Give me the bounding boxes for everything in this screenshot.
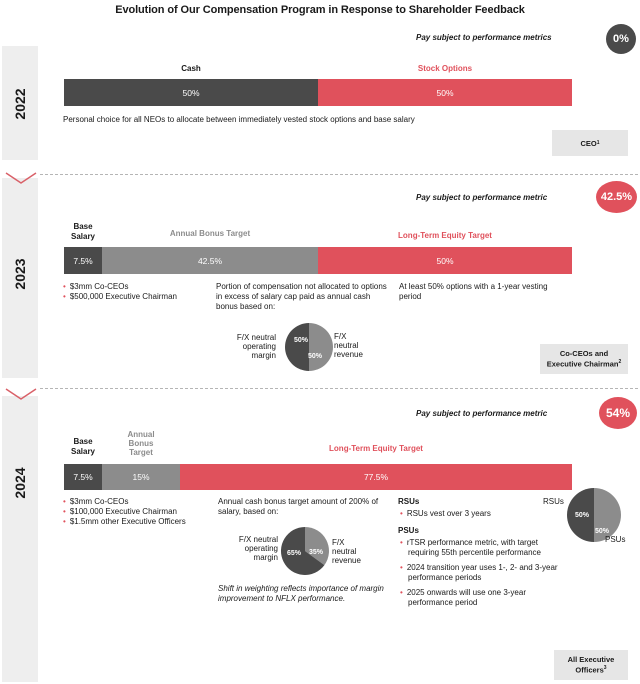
- bullet-2024-2: • $1.5mm other Executive Officers: [63, 517, 186, 527]
- pie-value-a-2024: 65%: [286, 550, 302, 557]
- pie-value-a-2023: 50%: [293, 337, 309, 344]
- section-divider: [40, 174, 638, 175]
- pie-left-label-2024: F/X neutral operating margin: [238, 535, 278, 562]
- pie2-label-psus: PSUs: [605, 535, 626, 544]
- bonus-text-2023: Portion of compensation not allocated to options in excess of salary cap paid as annual cash bonus based on:: [216, 282, 387, 311]
- pie-value-b-2024: 35%: [308, 549, 324, 556]
- bullet-2024-0: • $3mm Co-CEOs: [63, 497, 129, 507]
- pie-chart-2023: [284, 322, 334, 372]
- pct-badge-2024: 54%: [599, 397, 637, 429]
- year-label-2022: 2022: [12, 88, 28, 120]
- tag-ceo: CEO 1: [552, 130, 628, 156]
- label-cash: Cash: [181, 64, 201, 73]
- bullet-2023-0: • $3mm Co-CEOs: [63, 282, 129, 292]
- pct-badge-2022: 0%: [606, 24, 636, 54]
- section-divider: [40, 388, 638, 389]
- ltet-text-2023: At least 50% options with a 1-year vesting period: [399, 282, 548, 301]
- pie-right-label-2023: F/X neutral revenue: [334, 332, 363, 359]
- pie-chart-2024: [280, 526, 330, 576]
- bar-bonus-2024: 15%: [102, 464, 180, 490]
- year-label-2024: 2024: [12, 467, 28, 499]
- pay-note-2024: Pay subject to performance metric: [416, 409, 548, 418]
- bar-cash-2022: 50%: [64, 79, 318, 106]
- note-2022: Personal choice for all NEOs to allocate between immediately vested stock options and base salary: [63, 115, 415, 124]
- psu-bullet-0: • rTSR performance metric, with target requiring 55th percentile performance: [400, 538, 566, 558]
- psu-bullet-2: • 2025 onwards will use one 3-year performance period: [400, 588, 566, 608]
- pie-right-label-2024: F/X neutral revenue: [332, 538, 361, 565]
- rsu-bullet-0: • RSUs vest over 3 years: [400, 509, 491, 519]
- bar-base-2024: 7.5%: [64, 464, 102, 490]
- tag-co-ceos: Co-CEOs and Executive Chairman$^2$: [540, 344, 628, 374]
- pie-left-label-2023: F/X neutral operating margin: [236, 333, 276, 360]
- label-base-salary-2024: Base Salary: [70, 437, 96, 456]
- pie2-label-rsus: RSUs: [543, 497, 564, 506]
- bullet-2024-1: • $100,000 Executive Chairman: [63, 507, 177, 517]
- bar-ltet-2023: 50%: [318, 247, 572, 274]
- psu-bullet-1: • 2024 transition year uses 1-, 2- and 3-year performance periods: [400, 563, 566, 583]
- rsu-heading: RSUs: [398, 497, 420, 506]
- label-ltet-2023: Long-Term Equity Target: [398, 231, 492, 240]
- pie-slice-revenue-2023: [309, 323, 333, 371]
- bullet-2023-1: • $500,000 Executive Chairman: [63, 292, 177, 302]
- pie-value-b-2023: 50%: [307, 353, 323, 360]
- pct-badge-2023: 42.5%: [596, 181, 637, 213]
- label-base-salary-2023: Base Salary: [70, 222, 96, 241]
- bar-bonus-2023: 42.5%: [102, 247, 318, 274]
- label-bonus-2023: Annual Bonus Target: [169, 229, 251, 238]
- page-title: Evolution of Our Compensation Program in Response to Shareholder Feedback: [115, 4, 525, 16]
- chevron-down-icon: [4, 170, 38, 186]
- pie2-value-a: 50%: [575, 512, 590, 519]
- pie-slice-margin-2023: [285, 323, 309, 371]
- psu-heading: PSUs: [398, 526, 419, 535]
- pie2-value-b: 50%: [594, 528, 610, 535]
- year-band-2024: [2, 396, 38, 682]
- pay-note-2022: Pay subject to performance metrics: [416, 33, 552, 42]
- bar-stock-2022: 50%: [318, 79, 572, 106]
- bar-base-2023: 7.5%: [64, 247, 102, 274]
- shift-text-2024: Shift in weighting reflects importance of margin improvement to NFLX performance.: [218, 584, 384, 603]
- pay-note-2023: Pay subject to performance metric: [416, 193, 548, 202]
- bar-ltet-2024: 77.5%: [180, 464, 572, 490]
- year-label-2023: 2023: [12, 258, 28, 290]
- label-bonus-2024: Annual Bonus Target: [127, 430, 155, 457]
- label-ltet-2024: Long-Term Equity Target: [329, 444, 423, 453]
- tag-all-executive-officers: All Executive Officers$^3$: [554, 650, 628, 680]
- bonus-text-2024: Annual cash bonus target amount of 200% of salary, based on:: [218, 497, 379, 516]
- chevron-down-icon: [4, 386, 38, 402]
- label-stock-options: Stock Options: [417, 64, 473, 73]
